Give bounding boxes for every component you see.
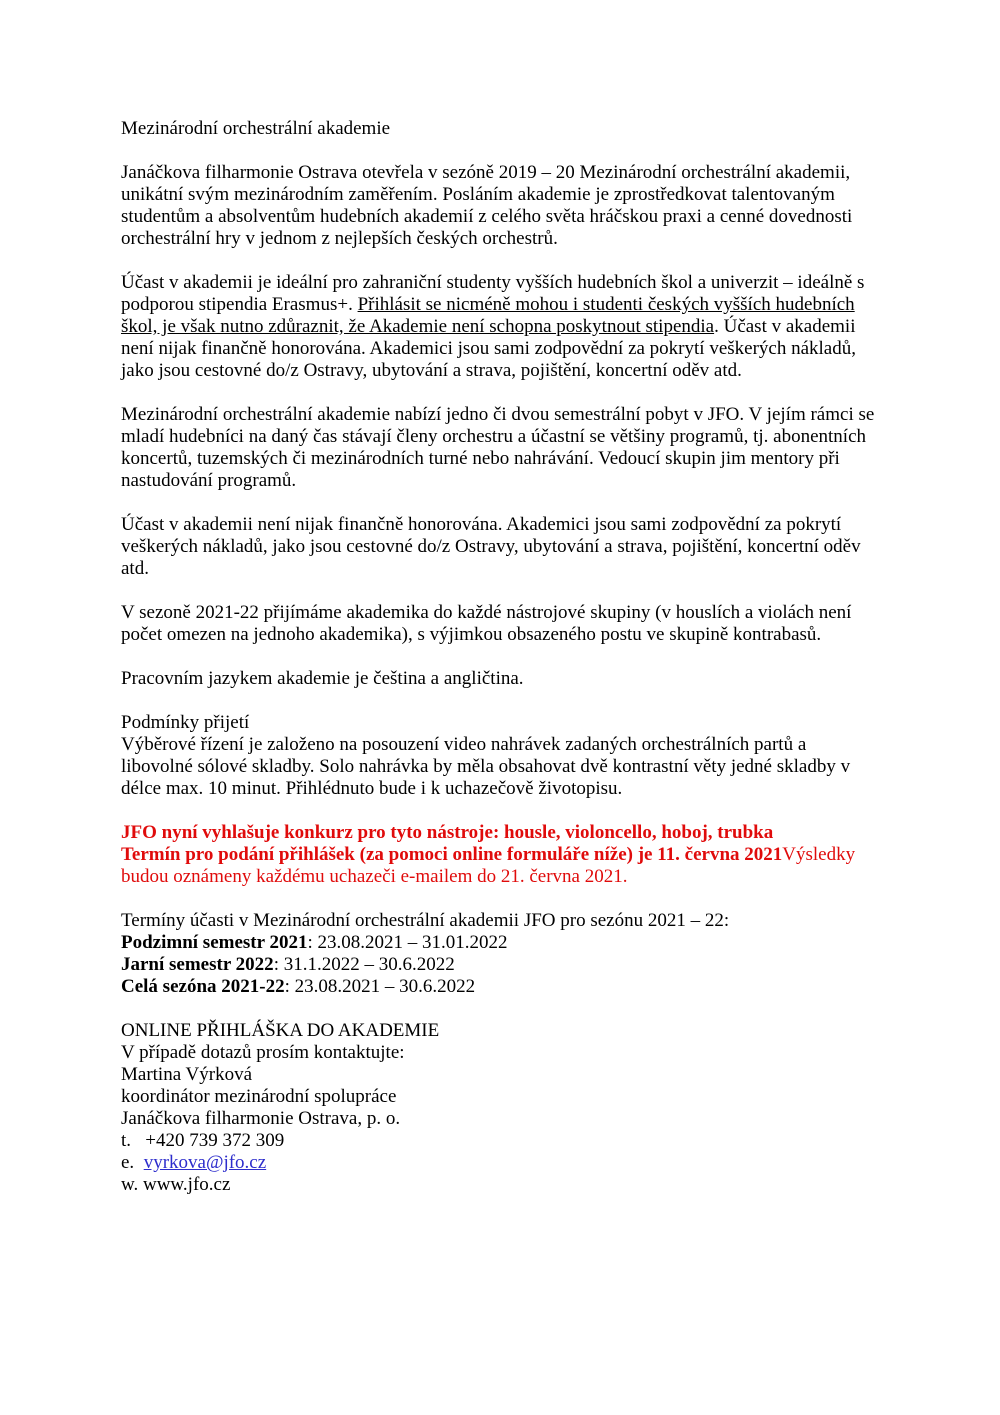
term-row-spring xyxy=(121,954,881,976)
paragraph-eligibility xyxy=(121,272,881,382)
contact-role: koordinátor mezinárodní spolupráce xyxy=(121,1086,397,1107)
text-run: Výsledky budou oznámeny každému uchazeči e-mailem do 21. června 2021. xyxy=(121,844,856,887)
paragraph-intro: Janáčkova filharmonie Ostrava otevřela v sezóně 2019 – 20 Mezinárodní orchestrální akademii, unikátní svým mezinárodním zaměřením. Posláním akademie je zprostředkovat talentovaným studentům a absolventům hudebních akademií z celého světa hráčskou praxi a cenné dovednosti orchestrální hry v jednom z nejlepších českých orchestrů. xyxy=(121,162,853,249)
audition-announcement xyxy=(121,822,881,888)
text-run: Celá sezóna 2021-22 xyxy=(121,976,285,997)
admission-conditions-heading: Podmínky přijetí xyxy=(121,712,250,733)
paragraph-season-capacity: V sezoně 2021-22 přijímáme akademika do každé nástrojové skupiny (v houslích a violách není počet omezen na jednoho akademika), s výjimkou obsazeného postu ve skupině kontrabasů. xyxy=(121,602,852,645)
page-title: Mezinárodní orchestrální akademie xyxy=(121,118,391,139)
paragraph-academy-offer: Mezinárodní orchestrální akademie nabízí jedno či dvou semestrální pobyt v JFO. V jejím rámci se mladí hudebníci na daný čas stávají členy orchestru a účastní se většiny programů, tj. abonentních koncertů, tuzemských či mezinárodních turné nebo nahrávání. Vedoucí skupin jim mentory při nastudování programů. xyxy=(121,404,875,491)
section-admission-conditions xyxy=(121,712,881,800)
contact-web-line: w. www.jfo.cz xyxy=(121,1174,231,1195)
text-run: : 23.08.2021 – 31.01.2022 xyxy=(307,932,508,953)
section-participation-terms xyxy=(121,910,881,998)
text-run: e. xyxy=(121,1152,144,1173)
contact-email-line xyxy=(121,1152,881,1174)
text-run: JFO nyní vyhlašuje konkurz pro tyto nástroje: housle, violoncello, hoboj, trubka xyxy=(121,822,774,843)
text-run: Účast v akademii je ideální pro zahraniční studenty vyšších hudebních škol a univerzit – ideálně s podporou stipendia Erasmus+. xyxy=(121,272,865,315)
contact-organization: Janáčkova filharmonie Ostrava, p. o. xyxy=(121,1108,401,1129)
term-row-full-season xyxy=(121,976,881,998)
text-run: Termín pro podání přihlášek (za pomoci online formuláře níže) je 11. června 2021 xyxy=(121,844,783,865)
participation-terms-heading: Termíny účasti v Mezinárodní orchestrální akademii JFO pro sezónu 2021 – 22: xyxy=(121,910,730,931)
text-run: Přihlásit se nicméně mohou i studenti českých vyšších hudebních škol, je však nutno zdůraznit, že Akademie není schopna poskytnout stipendia xyxy=(121,294,855,337)
section-contact xyxy=(121,1020,881,1196)
text-run: Jarní semestr 2022 xyxy=(121,954,274,975)
text-run: : 31.1.2022 – 30.6.2022 xyxy=(273,954,455,975)
contact-intro: V případě dotazů prosím kontaktujte: xyxy=(121,1042,405,1063)
online-application-heading: ONLINE PŘIHLÁŠKA DO AKADEMIE xyxy=(121,1020,440,1041)
text-run: Podzimní semestr 2021 xyxy=(121,932,308,953)
text-run: . Účast v akademii není nijak finančně honorována. Akademici jsou sami zodpovědní za pokrytí veškerých nákladů, jako jsou cestovné do/z Ostravy, ubytování a strava, pojištění, koncertní oděv atd. xyxy=(121,316,856,381)
term-row-autumn xyxy=(121,932,881,954)
email-link[interactable]: vyrkova@jfo.cz xyxy=(143,1152,267,1173)
admission-conditions-body: Výběrové řízení je založeno na posouzení video nahrávek zadaných orchestrálních partů a libovolné sólové skladby. Solo nahrávka by měla obsahovat dvě kontrastní věty jedné skladby v délce max. 10 minut. Přihlédnuto bude i k uchazečově životopisu. xyxy=(121,734,851,799)
text-run: : 23.08.2021 – 30.6.2022 xyxy=(284,976,476,997)
paragraph-costs: Účast v akademii není nijak finančně honorována. Akademici jsou sami zodpovědní za pokrytí veškerých nákladů, jako jsou cestovné do/z Ostravy, ubytování a strava, pojištění, koncertní oděv atd. xyxy=(121,514,861,579)
contact-person: Martina Výrková xyxy=(121,1064,253,1085)
contact-phone-line: t. +420 739 372 309 xyxy=(121,1130,285,1151)
paragraph-working-language: Pracovním jazykem akademie je čeština a angličtina. xyxy=(121,668,524,689)
